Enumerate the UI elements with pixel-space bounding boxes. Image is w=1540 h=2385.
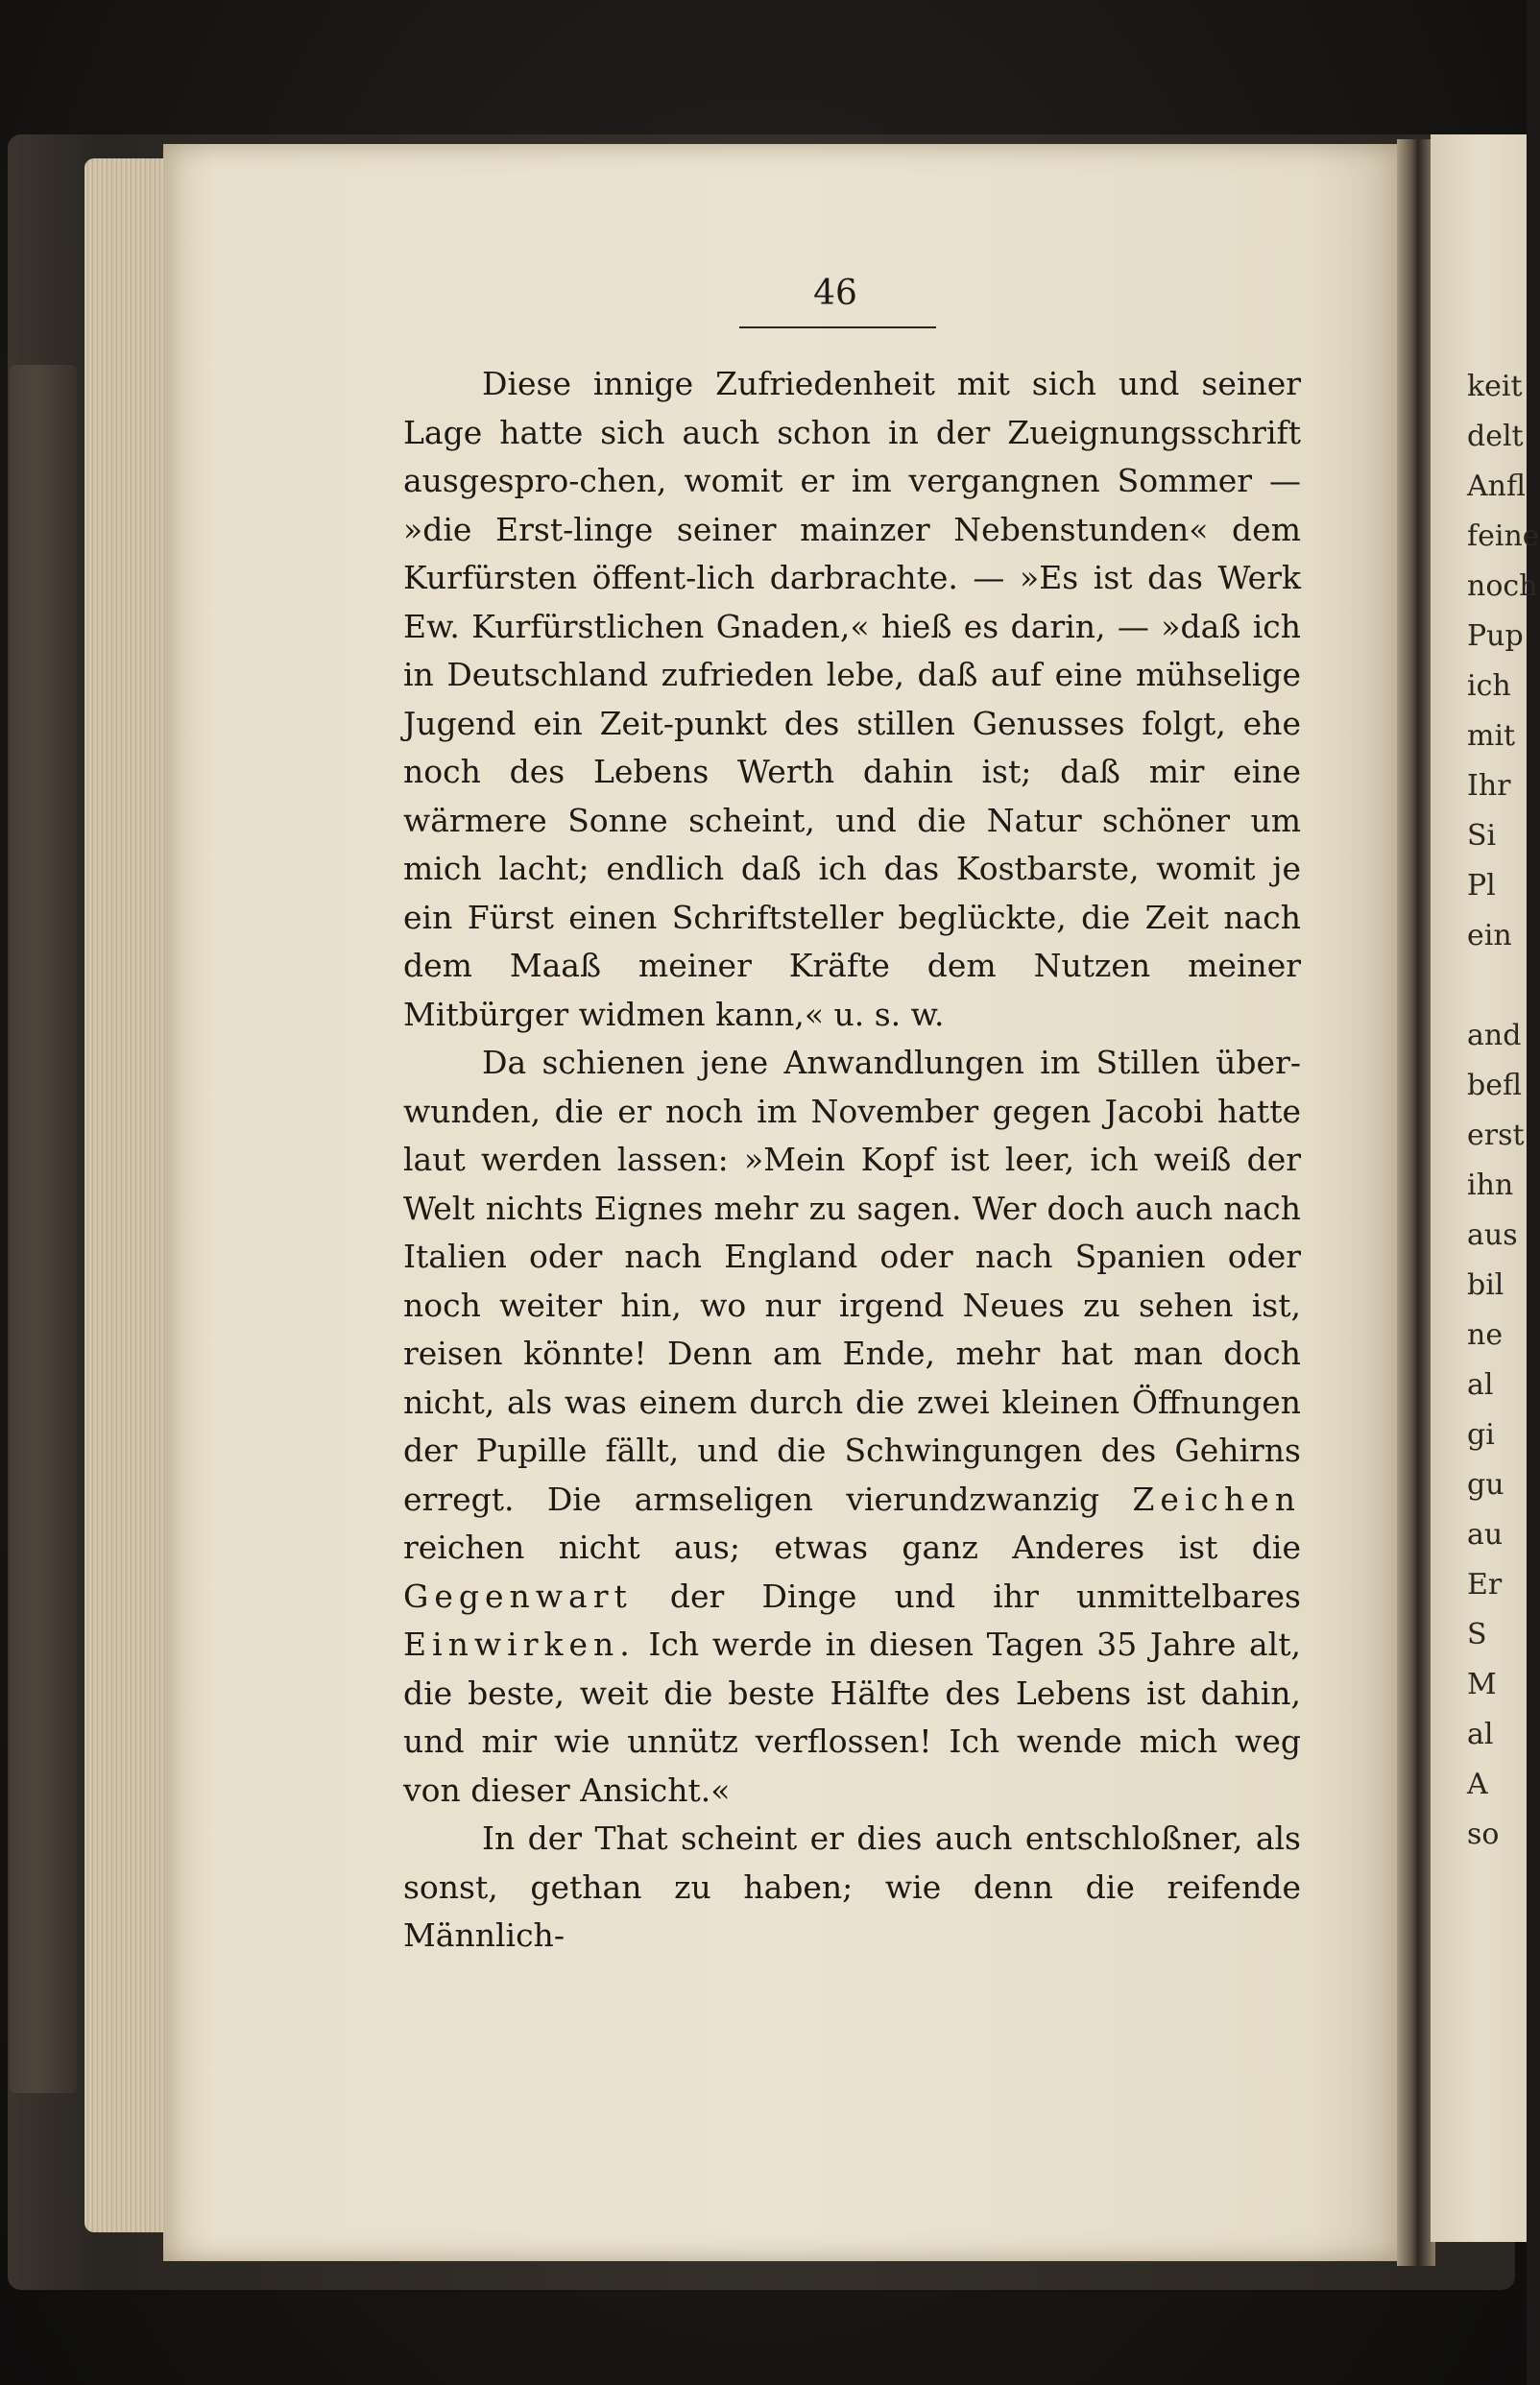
facing-page-fragment: erst [1467, 1119, 1525, 1152]
facing-page-edge [1431, 134, 1540, 2242]
facing-page-fragment: Pl [1467, 869, 1496, 903]
paragraph-2 [403, 1039, 1301, 1815]
paragraph-2-text: Da schienen jene Anwandlungen im Stillen über-wunden, die er noch im November gegen Jacobi hatte laut werden lassen: »Mein Kopf ist leer, ich weiß der Welt nichts Eignes mehr zu sagen. Wer doch auch nach Italien oder nach England oder nach Spanien oder noch weiter hin, wo nur irgend Neues zu sehen ist, reisen könnte! Denn am Ende, mehr hat man doch nicht, als was einem durch die zwei kleinen Öffnungen der Pupille fällt, und die Schwingungen des Gehirns erregt. Die armseligen vierundzwanzig [403, 1044, 1301, 1518]
emphasis-einwirken: Einwirken. [403, 1626, 636, 1663]
facing-page-fragment: gi [1467, 1418, 1495, 1452]
facing-page-fragment: aus [1467, 1218, 1518, 1252]
facing-page-fragment: delt [1467, 420, 1524, 453]
paragraph-1: Diese innige Zufriedenheit mit sich und seiner Lage hatte sich auch schon in der Zueignungsschrift ausgespro-chen, womit er im vergangnen Sommer — »die Erst-linge seiner mainzer Nebenstunden« dem Kurfürsten öffent-lich darbrachte. — »Es ist das Werk Ew. Kurfürstlichen Gnaden,« hieß es darin, — »daß ich in Deutschland zufrieden lebe, daß auf eine mühselige Jugend ein Zeit-punkt des stillen Genusses folgt, ehe noch des Lebens Werth dahin ist; daß mir eine wärmere Sonne scheint, und die Natur schöner um mich lacht; endlich daß ich das Kostbarste, womit je ein Fürst einen Schriftsteller beglückte, die Zeit nach dem Maaß meiner Kräfte dem Nutzen meiner Mitbürger widmen kann,« u. s. w. [403, 365, 1301, 1033]
facing-page-fragment: M [1467, 1668, 1497, 1701]
facing-page-fragment: noch [1467, 569, 1538, 603]
facing-page-fragment: Anfl [1467, 470, 1526, 503]
facing-page-fragment: al [1467, 1368, 1494, 1402]
facing-page-fragment: Ihr [1467, 769, 1511, 803]
emphasis-zeichen: Zeichen [1132, 1480, 1301, 1518]
facing-page-fragment: Er [1467, 1568, 1503, 1602]
paragraph-2-mid2: der Dinge und ihr unmittelbares [669, 1577, 1301, 1615]
facing-page-fragment: S [1467, 1618, 1487, 1651]
facing-page-fragment: gu [1467, 1468, 1504, 1502]
book-gutter [1397, 139, 1435, 2266]
paragraph-2-mid: reichen nicht aus; etwas ganz Anderes ist die [403, 1529, 1301, 1566]
paragraph-3: In der That scheint er dies auch entschloßner, als sonst, gethan zu haben; wie denn die reifende Männlich- [403, 1819, 1301, 1954]
facing-page-fragment: and [1467, 1019, 1522, 1052]
facing-page-fragment: al [1467, 1718, 1494, 1751]
facing-page-fragment: keit [1467, 370, 1523, 403]
facing-page-fragment: mit [1467, 719, 1516, 753]
facing-page-fragment: au [1467, 1518, 1504, 1552]
facing-page-fragment: ein [1467, 919, 1512, 952]
header-rule [739, 326, 936, 328]
facing-page-fragment: ihn [1467, 1168, 1514, 1202]
facing-page-fragment: so [1467, 1818, 1500, 1851]
page-body [403, 360, 1301, 1961]
facing-page-fragment: Pup [1467, 619, 1524, 653]
page-number: 46 [813, 274, 857, 313]
facing-page-fragment: A [1467, 1768, 1488, 1801]
paragraph-2-end: Ich werde in diesen Tagen 35 Jahre alt, die beste, weit die beste Hälfte des Lebens ist dahin, und mir wie unnütz verflossen! Ich wende mich weg von dieser Ansicht.« [403, 1626, 1301, 1809]
facing-page-fragment: feine [1467, 519, 1540, 553]
facing-page-fragment: Si [1467, 819, 1497, 853]
facing-page-fragment: ich [1467, 669, 1511, 703]
facing-page-fragment: bil [1467, 1268, 1504, 1302]
facing-page-fragment: ne [1467, 1318, 1504, 1352]
facing-page-fragment: befl [1467, 1069, 1522, 1102]
emphasis-gegenwart: Gegenwart [403, 1577, 633, 1615]
book-spine [10, 365, 77, 2093]
